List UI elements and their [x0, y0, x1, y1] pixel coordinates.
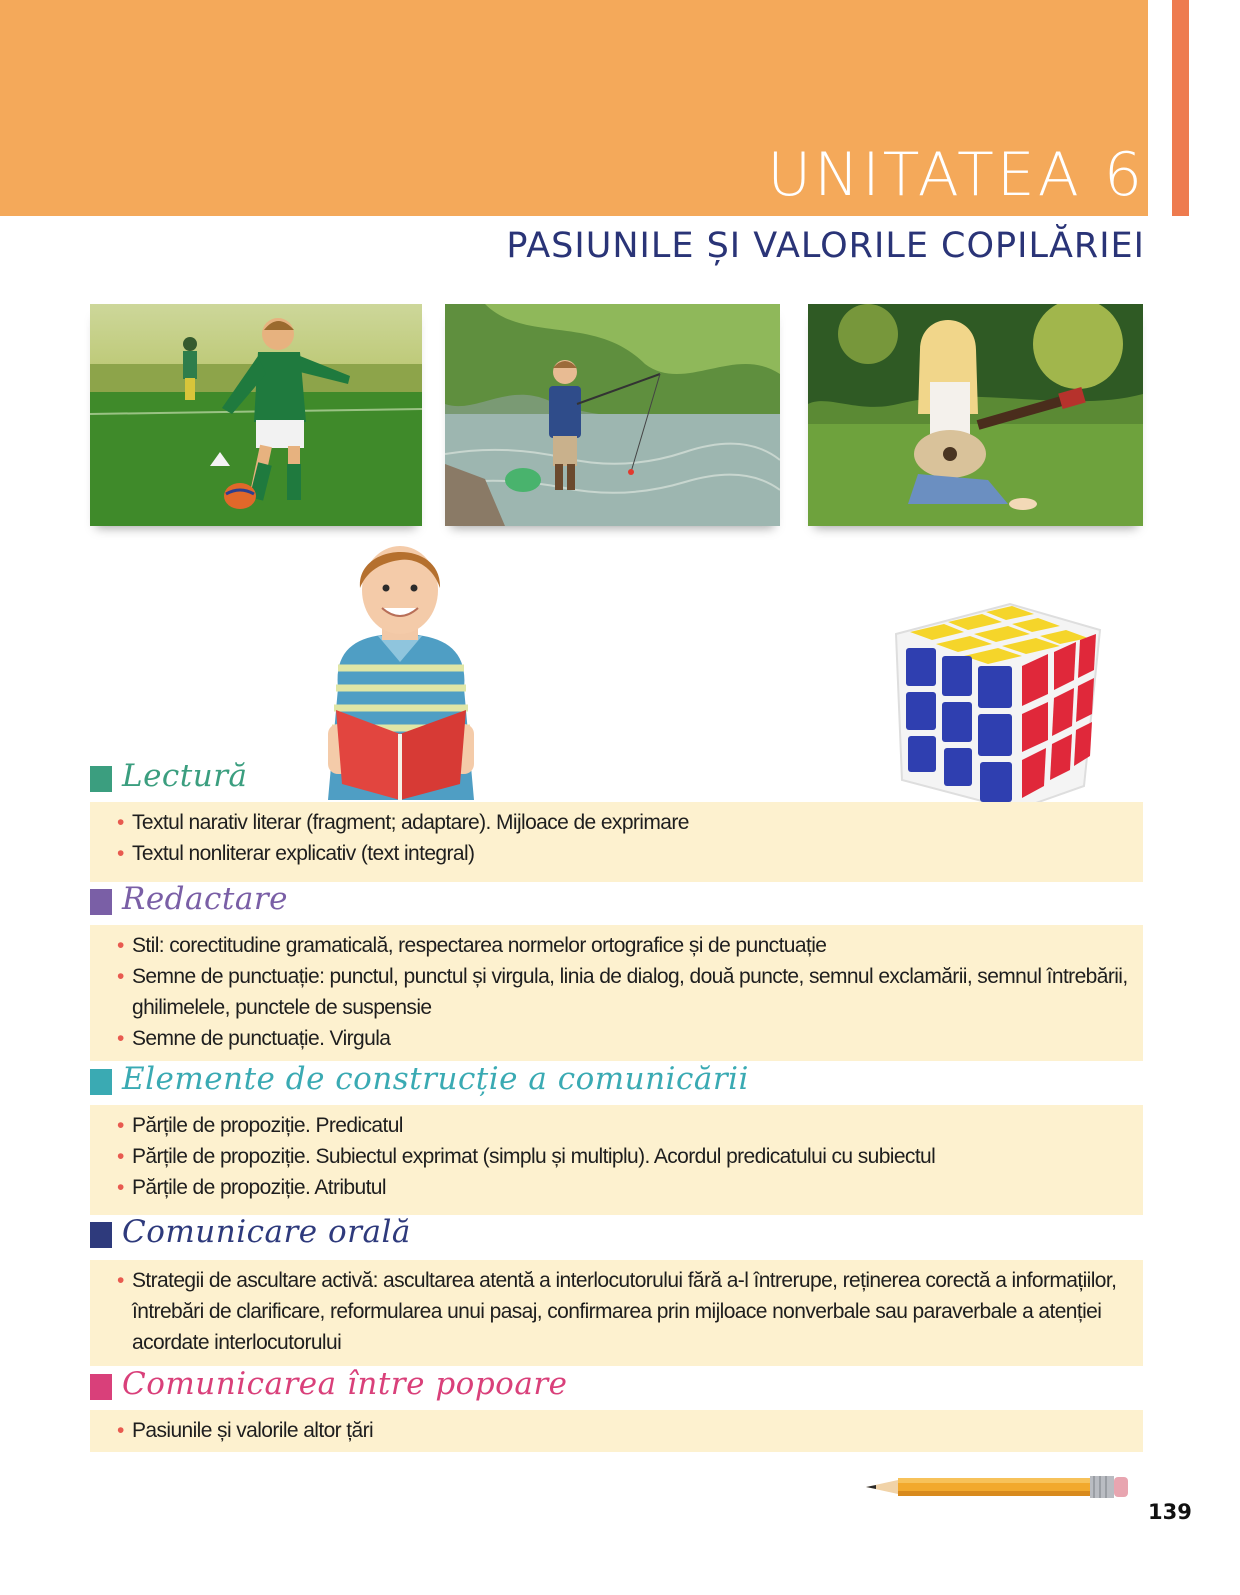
- soccer-photo: [90, 304, 422, 526]
- section-title: Redactare: [122, 881, 288, 917]
- section-title: Comunicarea între popoare: [122, 1366, 568, 1402]
- section-marker: [90, 766, 112, 792]
- section-marker: [90, 1222, 112, 1248]
- list-item: • Strategii de ascultare activă: ascultarea atentă a interlocutorului fără a-l întrerupe, reținerea corectă a informațiilor, întrebări de clarificare, reformularea unui pasaj, confirmarea prin mijloace nonverbale sau paraverbale a atenției acordate interlocutorului: [90, 1265, 1143, 1358]
- section-title: Lectură: [122, 758, 248, 794]
- list-item: • Pasiunile și valorile altor țări: [90, 1415, 1143, 1446]
- section-marker: [90, 889, 112, 915]
- list-item: • Părțile de propoziție. Subiectul exprimat (simplu și multiplu). Acordul predicatului cu subiectul: [90, 1141, 1143, 1172]
- section-redactare-box: [90, 925, 1143, 1061]
- rubiks-cube-illustration: [888, 590, 1116, 812]
- section-title: Elemente de construcție a comunicării: [122, 1061, 749, 1097]
- section-marker: [90, 1374, 112, 1400]
- list-item: • Părțile de propoziție. Atributul: [90, 1172, 1143, 1203]
- unit-subtitle: PASIUNILE ȘI VALORILE COPILĂRIEI: [506, 226, 1145, 266]
- boy-with-book-illustration: [308, 538, 494, 800]
- list-item: • Textul nonliterar explicativ (text integral): [90, 838, 1143, 869]
- fishing-photo: [445, 304, 780, 526]
- guitar-photo: [808, 304, 1143, 526]
- list-item: • Textul narativ literar (fragment; adaptare). Mijloace de exprimare: [90, 807, 1143, 838]
- list-item: • Semne de punctuație: punctul, punctul și virgula, linia de dialog, două puncte, semnul exclamării, semnul întrebării, ghilimelele, punctele de suspensie: [90, 961, 1143, 1023]
- page-number: 139: [1148, 1500, 1192, 1524]
- section-comunicare-orala-box: [90, 1260, 1143, 1366]
- section-marker: [90, 1069, 112, 1095]
- pencil-icon: [864, 1470, 1134, 1502]
- list-item: • Semne de punctuație. Virgula: [90, 1023, 1143, 1054]
- section-lectura-box: [90, 802, 1143, 882]
- unit-title: UNITATEA 6: [767, 140, 1145, 210]
- list-item: • Stil: corectitudine gramaticală, respectarea normelor ortografice și de punctuație: [90, 930, 1143, 961]
- section-elemente-box: [90, 1105, 1143, 1215]
- list-item: • Părțile de propoziție. Predicatul: [90, 1110, 1143, 1141]
- header-side-bar: [1172, 0, 1189, 216]
- section-comunicarea-popoare-box: [90, 1410, 1143, 1452]
- section-title: Comunicare orală: [122, 1214, 411, 1250]
